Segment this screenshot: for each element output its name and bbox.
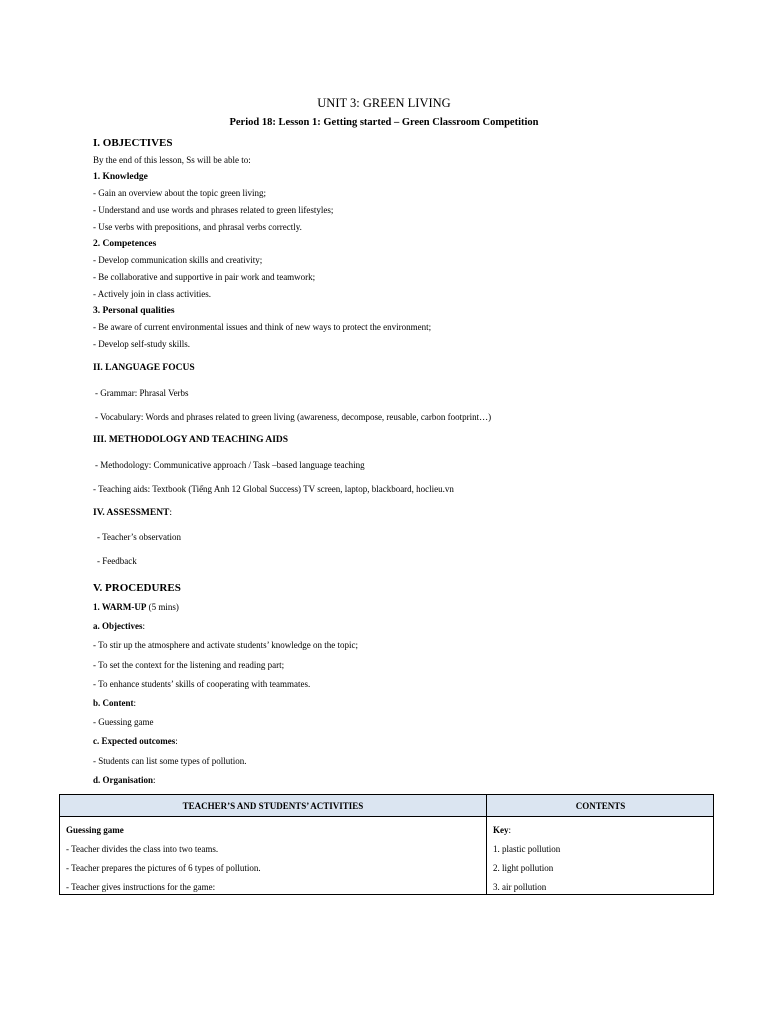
procedure-objective-item: - To stir up the atmosphere and activate students’ knowledge on the topic; bbox=[93, 640, 358, 650]
table-activity-title: Guessing game bbox=[66, 825, 124, 835]
methodology-line: - Methodology: Communicative approach / Task –based language teaching bbox=[95, 460, 365, 470]
outcomes-item: - Students can list some types of pollution. bbox=[93, 756, 247, 766]
grammar-line: - Grammar: Phrasal Verbs bbox=[95, 388, 189, 398]
table-content-line: 2. light pollution bbox=[493, 863, 554, 873]
table-header-activities: TEACHER’S AND STUDENTS’ ACTIVITIES bbox=[182, 801, 364, 811]
qualities-item: - Develop self-study skills. bbox=[93, 339, 190, 349]
teaching-aids-line: - Teaching aids: Textbook (Tiếng Anh 12 Global Success) TV screen, laptop, blackboard, hoclieu.vn bbox=[93, 484, 454, 494]
outcomes-label: c. Expected outcomes bbox=[93, 736, 176, 746]
assessment-heading bbox=[93, 508, 172, 518]
assessment-item: - Feedback bbox=[97, 556, 137, 566]
warmup-heading bbox=[93, 602, 179, 612]
qualities-heading: 3. Personal qualities bbox=[93, 306, 175, 316]
language-focus-heading: II. LANGUAGE FOCUS bbox=[93, 363, 195, 373]
key-label: Key bbox=[493, 825, 509, 835]
methodology-heading: III. METHODOLOGY AND TEACHING AIDS bbox=[93, 435, 289, 445]
organisation-label-line bbox=[93, 775, 156, 785]
assessment-heading-colon: : bbox=[169, 508, 173, 518]
colon: : bbox=[153, 775, 156, 785]
content-item: - Guessing game bbox=[93, 717, 154, 727]
activities-table bbox=[59, 794, 714, 895]
document-subtitle: Period 18: Lesson 1: Getting started – Green Classroom Competition bbox=[229, 117, 539, 128]
outcomes-label-line bbox=[93, 736, 178, 746]
procedure-objective-item: - To enhance students’ skills of cooperating with teammates. bbox=[93, 679, 311, 689]
table-activity-line: - Teacher prepares the pictures of 6 types of pollution. bbox=[66, 863, 261, 873]
objectives-intro: By the end of this lesson, Ss will be able to: bbox=[93, 155, 251, 165]
table-key-label bbox=[493, 825, 511, 835]
knowledge-item: - Gain an overview about the topic green living; bbox=[93, 188, 266, 198]
colon: : bbox=[175, 736, 178, 746]
qualities-item: - Be aware of current environmental issues and think of new ways to protect the environment; bbox=[93, 322, 432, 332]
warmup-time: (5 mins) bbox=[146, 602, 179, 612]
table-content-line: 1. plastic pollution bbox=[493, 844, 561, 854]
procedures-heading: V. PROCEDURES bbox=[93, 582, 181, 594]
competences-item: - Actively join in class activities. bbox=[93, 289, 211, 299]
content-label: b. Content bbox=[93, 698, 134, 708]
objectives-label: a. Objectives bbox=[93, 621, 143, 631]
assessment-heading-text: IV. ASSESSMENT bbox=[93, 508, 170, 518]
competences-item: - Be collaborative and supportive in pair work and teamwork; bbox=[93, 272, 316, 282]
organisation-label: d. Organisation bbox=[93, 775, 154, 785]
knowledge-heading: 1. Knowledge bbox=[93, 172, 148, 182]
table-header-contents: CONTENTS bbox=[575, 801, 626, 811]
assessment-item: - Teacher’s observation bbox=[97, 532, 182, 542]
objectives-heading: I. OBJECTIVES bbox=[93, 137, 173, 149]
knowledge-item: - Use verbs with prepositions, and phrasal verbs correctly. bbox=[93, 222, 302, 232]
colon: : bbox=[142, 621, 146, 631]
procedure-objective-item: - To set the context for the listening and reading part; bbox=[93, 660, 285, 670]
objectives-label-line bbox=[93, 621, 145, 631]
key-colon: : bbox=[508, 825, 512, 835]
warmup-label: 1. WARM-UP bbox=[93, 602, 147, 612]
competences-item: - Develop communication skills and creativity; bbox=[93, 255, 263, 265]
content-label-line bbox=[93, 698, 136, 708]
competences-heading: 2. Competences bbox=[93, 239, 157, 249]
table-activity-line: - Teacher gives instructions for the game: bbox=[66, 882, 216, 892]
document-title: UNIT 3: GREEN LIVING bbox=[317, 96, 451, 110]
knowledge-item: - Understand and use words and phrases related to green lifestyles; bbox=[93, 205, 334, 215]
colon: : bbox=[133, 698, 137, 708]
table-content-line: 3. air pollution bbox=[493, 882, 547, 892]
vocabulary-line: - Vocabulary: Words and phrases related to green living (awareness, decompose, reusable, carbon footprint…) bbox=[95, 412, 492, 422]
table-activity-line: - Teacher divides the class into two teams. bbox=[66, 844, 219, 854]
